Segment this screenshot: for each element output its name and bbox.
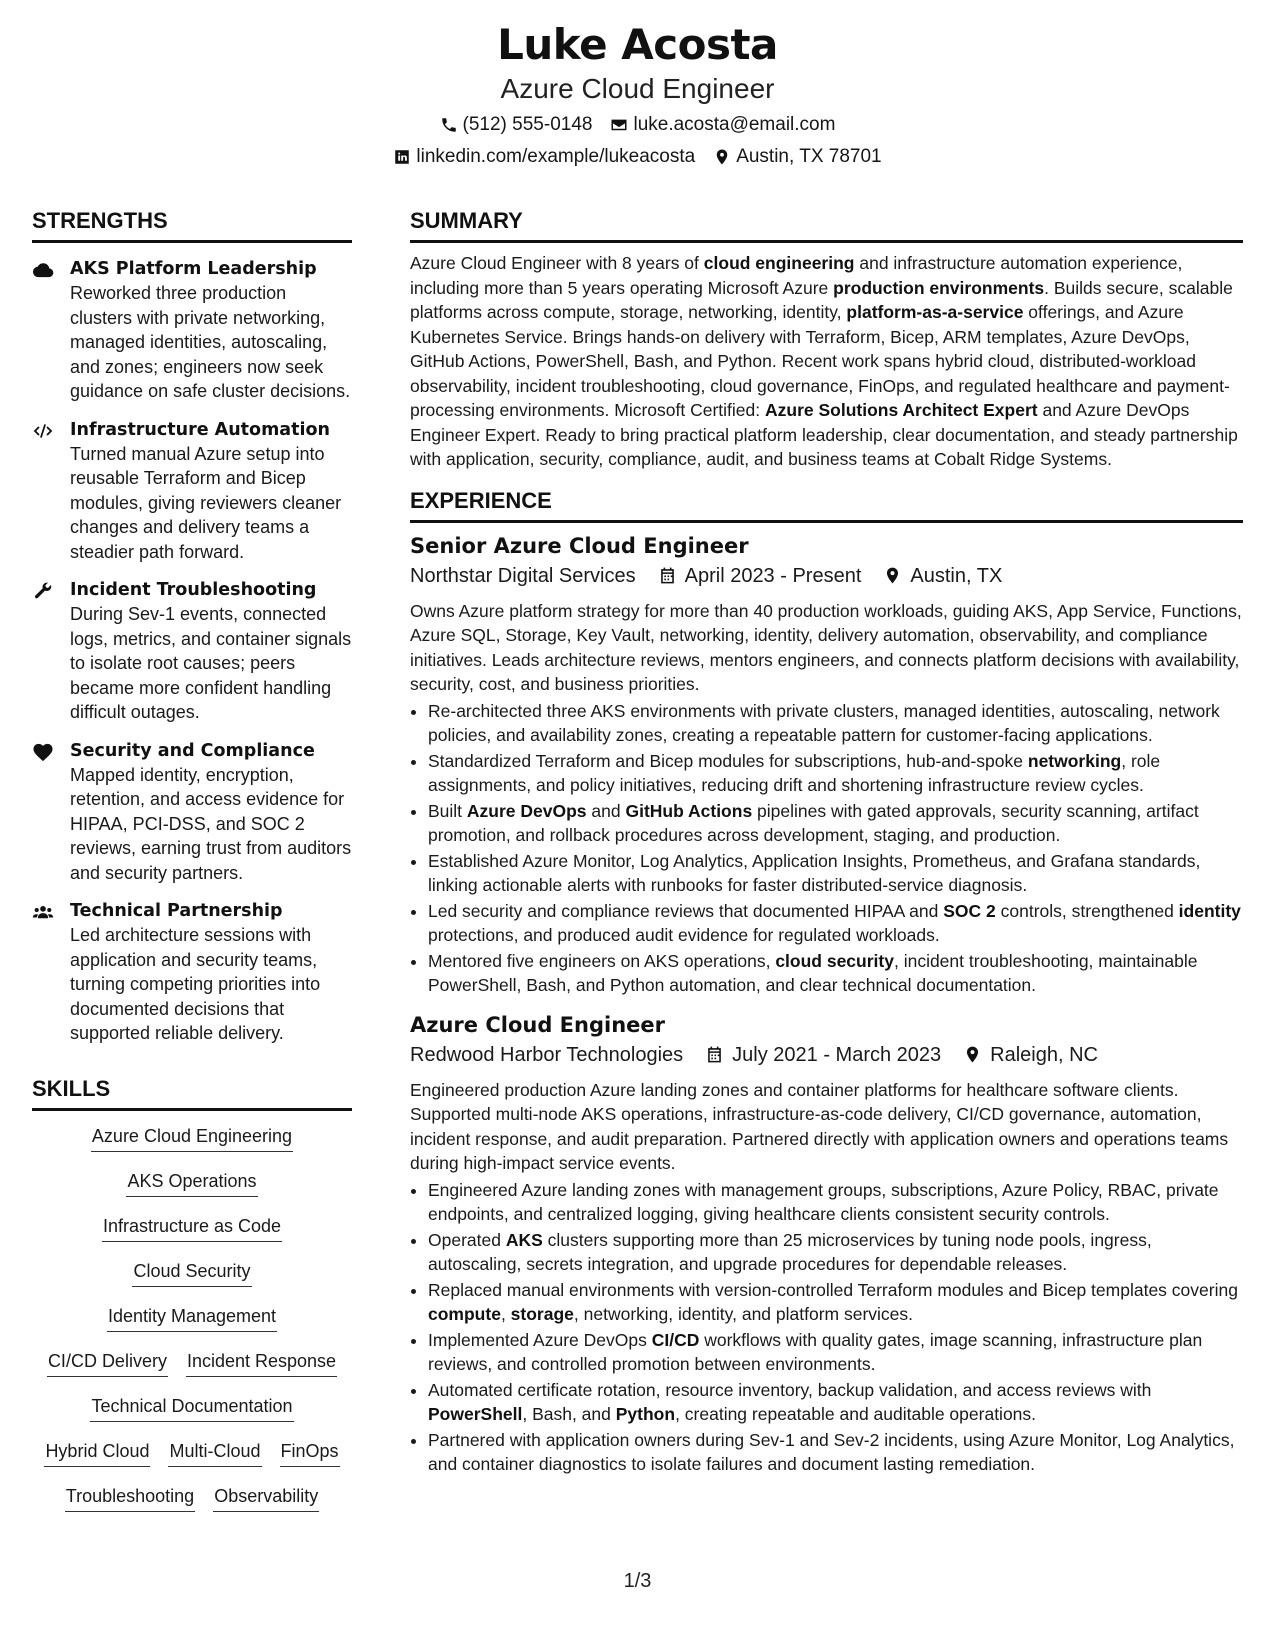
resume-header <box>0 18 1275 172</box>
skill-tag: Multi-Cloud <box>168 1438 261 1467</box>
strength-description: Reworked three production clusters with private networking, managed identities, autoscaling, and zones; engineers now seek guidance on safe cluster decisions. <box>70 283 351 401</box>
job-dates <box>658 561 862 591</box>
strength-title: Incident Troubleshooting <box>70 580 317 600</box>
linkedin-text: linkedin.com/example/lukeacosta <box>416 146 696 167</box>
skill-row <box>32 1483 352 1528</box>
phone-text: (512) 555-0148 <box>462 114 593 135</box>
heart-icon <box>32 739 60 886</box>
candidate-title: Azure Cloud Engineer <box>500 73 775 104</box>
strength-description: Mapped identity, encryption, retention, and access evidence for HIPAA, PCI-DSS, and SOC 2 reviews, earning trust from auditors and security partners. <box>70 764 352 883</box>
location-text: Austin, TX 78701 <box>736 146 882 167</box>
experience-list <box>410 531 1243 1477</box>
bullet-item: • Implemented Azure DevOps CI/CD workflows with quality gates, image scanning, infrastructure plan reviews, and controlled promotion between environments. <box>428 1328 1243 1377</box>
strength-body <box>70 578 352 725</box>
linkedin-icon <box>393 148 411 166</box>
skill-row <box>32 1213 352 1258</box>
skill-row <box>32 1348 352 1393</box>
bullet-item: • Standardized Terraform and Bicep modules for subscriptions, hub-and-spoke networking, role assignments, and policy initiatives, reducing drift and shortening infrastructure review cycles. <box>428 749 1243 798</box>
wrench-icon <box>32 578 60 725</box>
strength-item <box>32 257 352 404</box>
strength-title: Technical Partnership <box>70 901 283 921</box>
left-column <box>32 206 352 1528</box>
strength-body <box>70 739 352 886</box>
experience-heading: EXPERIENCE <box>410 486 1243 523</box>
skill-tag: Technical Documentation <box>90 1393 293 1422</box>
strength-body <box>70 257 352 404</box>
skill-tag: Infrastructure as Code <box>102 1213 282 1242</box>
skill-row <box>32 1168 352 1213</box>
skill-tag: Observability <box>213 1483 319 1512</box>
contact-row-2 <box>0 142 1275 172</box>
bullet-item: • Re-architected three AKS environments with private clusters, managed identities, autoscaling, network policies, and availability zones, creating a repeatable pattern for customer-facing applications. <box>428 699 1243 748</box>
cloud-icon <box>32 257 60 404</box>
users-icon <box>32 899 60 1046</box>
skill-row <box>32 1303 352 1348</box>
skill-tag: Azure Cloud Engineering <box>91 1123 293 1152</box>
company-name: Northstar Digital Services <box>410 564 636 587</box>
skill-tag: CI/CD Delivery <box>47 1348 168 1377</box>
map-pin-icon <box>713 148 731 166</box>
job-description: Engineered production Azure landing zones and container platforms for healthcare software clients. Supported multi-node AKS operations, infrastructure-as-code delivery, CI/CD governance, automation, incident response, and audit preparation. Partnered directly with application owners and operations teams during high-impact service events. <box>410 1079 1229 1173</box>
location-text: Austin, TX <box>910 564 1003 587</box>
skill-tag: Cloud Security <box>132 1258 251 1287</box>
location-contact <box>713 142 881 172</box>
map-pin-icon <box>963 1045 982 1064</box>
skill-row <box>32 1393 352 1438</box>
bullet-item: • Partnered with application owners during Sev-1 and Sev-2 incidents, using Azure Monitor, Log Analytics, and container diagnostics to isolate failures and document lasting remediation. <box>428 1428 1243 1477</box>
job-location <box>883 561 1002 591</box>
skill-tag: FinOps <box>280 1438 340 1467</box>
summary-heading: SUMMARY <box>410 206 1243 243</box>
skill-row <box>32 1123 352 1168</box>
bullet-item: • Established Azure Monitor, Log Analytics, Application Insights, Prometheus, and Grafana standards, linking actionable alerts with runbooks for faster distributed-service diagnosis. <box>428 849 1243 898</box>
strength-description: Led architecture sessions with application and security teams, turning competing priorities into documented decisions that supported reliable delivery. <box>70 925 321 1043</box>
email-contact[interactable] <box>610 110 835 140</box>
job-location <box>963 1040 1098 1070</box>
strengths-list <box>32 257 352 1046</box>
calendar-icon <box>658 566 677 585</box>
job-entry <box>410 1010 1243 1477</box>
strength-body <box>70 899 352 1046</box>
job-title: Azure Cloud Engineer <box>410 1012 665 1037</box>
dates-text: April 2023 - Present <box>684 564 862 587</box>
bullet-item: • Led security and compliance reviews that documented HIPAA and SOC 2 controls, strengthened identity protections, and produced audit evidence for regulated workloads. <box>428 899 1243 948</box>
code-icon <box>32 418 60 565</box>
strength-item <box>32 739 352 886</box>
right-column <box>410 206 1243 1478</box>
email-text: luke.acosta@email.com <box>633 114 836 135</box>
phone-contact <box>440 110 593 140</box>
skills-heading: SKILLS <box>32 1074 352 1111</box>
strengths-heading: STRENGTHS <box>32 206 352 243</box>
calendar-icon <box>705 1045 724 1064</box>
phone-icon <box>440 116 458 134</box>
skill-tag: Incident Response <box>186 1348 337 1377</box>
job-meta <box>410 561 1243 591</box>
strength-body <box>70 418 352 565</box>
bullet-item: • Mentored five engineers on AKS operations, cloud security, incident troubleshooting, maintainable PowerShell, Bash, and Python automation, and clear technical documentation. <box>428 949 1243 998</box>
contact-row-1 <box>0 110 1275 140</box>
envelope-icon <box>610 116 628 134</box>
bullet-item: • Replaced manual environments with version-controlled Terraform modules and Bicep templates covering compute, storage, networking, identity, and platform services. <box>428 1278 1243 1327</box>
strength-title: AKS Platform Leadership <box>70 259 317 279</box>
strength-description: During Sev-1 events, connected logs, metrics, and container signals to isolate root causes; peers became more confident handling difficult outages. <box>70 604 352 722</box>
job-bullets <box>410 1178 1243 1477</box>
skill-tag: Troubleshooting <box>65 1483 195 1512</box>
skill-tag: AKS Operations <box>126 1168 257 1197</box>
job-description: Owns Azure platform strategy for more than 40 production workloads, guiding AKS, App Service, Functions, Azure SQL, Storage, Key Vault, networking, identity, delivery automation, observability, and compliance initiatives. Leads architecture reviews, mentors engineers, and connects platform decisions with availability, security, cost, and business priorities. <box>410 600 1242 694</box>
bullet-item: • Automated certificate rotation, resource inventory, backup validation, and access reviews with PowerShell, Bash, and Python, creating repeatable and auditable operations. <box>428 1378 1243 1427</box>
skill-tag: Hybrid Cloud <box>44 1438 150 1467</box>
strength-item <box>32 899 352 1046</box>
location-text: Raleigh, NC <box>990 1043 1098 1066</box>
candidate-name: Luke Acosta <box>497 20 778 69</box>
bullet-item: • Built Azure DevOps and GitHub Actions pipelines with gated approvals, security scanning, artifact promotion, and rollback procedures across development, staging, and production. <box>428 799 1243 848</box>
map-pin-icon <box>883 566 902 585</box>
skills-list <box>32 1123 352 1528</box>
strength-item <box>32 578 352 725</box>
company-name: Redwood Harbor Technologies <box>410 1043 684 1066</box>
job-meta <box>410 1040 1243 1070</box>
skill-tag: Identity Management <box>107 1303 277 1332</box>
strength-description: Turned manual Azure setup into reusable Terraform and Bicep modules, giving reviewers cleaner changes and delivery teams a steadier path forward. <box>70 443 342 562</box>
job-bullets <box>410 699 1243 998</box>
dates-text: July 2021 - March 2023 <box>732 1043 942 1066</box>
strength-title: Infrastructure Automation <box>70 419 330 440</box>
bullet-item: • Engineered Azure landing zones with management groups, subscriptions, Azure Policy, RBAC, private endpoints, and centralized logging, giving healthcare clients consistent security controls. <box>428 1178 1243 1227</box>
linkedin-contact[interactable] <box>393 142 695 172</box>
page-number: 1/3 <box>623 1570 652 1592</box>
skill-row <box>32 1258 352 1303</box>
job-title: Senior Azure Cloud Engineer <box>410 533 749 558</box>
strength-title: Security and Compliance <box>70 740 315 761</box>
summary-text: Azure Cloud Engineer with 8 years of cloud engineering and infrastructure automation experience, including more than 5 years operating Microsoft Azure production environments. Builds secure, scalable platforms across compute, storage, networking, identity, platform-as-a-service offerings, and Azure Kubernetes Service. Brings hands-on delivery with Terraform, Bicep, ARM templates, Azure DevOps, GitHub Actions, PowerShell, Bash, and Python. Recent work spans hybrid cloud, distributed-workload observability, incident troubleshooting, cloud governance, FinOps, and regulated healthcare and payment-processing environments. Microsoft Certified: Azure Solutions Architect Expert and Azure DevOps Engineer Expert. Ready to bring practical platform leadership, clear documentation, and steady partnership with application, security, compliance, audit, and business teams at Cobalt Ridge Systems. <box>410 253 1238 469</box>
bullet-item: • Operated AKS clusters supporting more than 25 microservices by tuning node pools, ingress, autoscaling, secrets integration, and upgrade procedures for dependable releases. <box>428 1228 1243 1277</box>
skill-row <box>32 1438 352 1483</box>
strength-item <box>32 418 352 565</box>
job-dates <box>705 1040 941 1070</box>
job-entry <box>410 531 1243 998</box>
